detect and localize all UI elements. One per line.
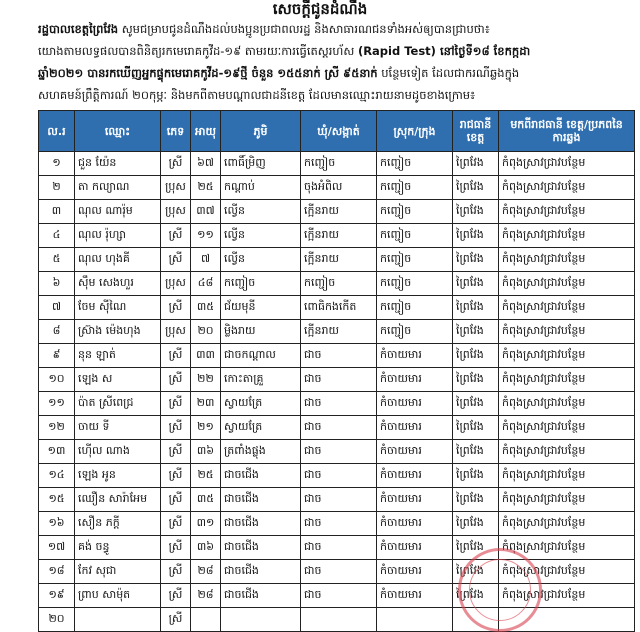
cases-table: [38, 110, 635, 632]
table-cell: ៣៥: [191, 488, 221, 512]
table-cell: ព្រៃវែង: [453, 296, 499, 320]
table-cell: នុន ឡាត់: [75, 344, 161, 368]
table-row: [39, 608, 635, 632]
table-cell: កំពុងស្រាវជ្រាវបន្ថែម: [499, 224, 635, 248]
table-cell: កញ្ជៀច: [377, 176, 453, 200]
table-cell: កំពុងស្រាវជ្រាវបន្ថែម: [499, 464, 635, 488]
table-cell: ២៥: [191, 464, 221, 488]
table-row: [39, 584, 635, 608]
table-cell: ជាច: [301, 512, 377, 536]
intro-line3b: បន្ថែមទៀត ដែលជាករណីឆ្លងក្នុង: [377, 66, 520, 80]
table-cell: ព្រៃវែង: [453, 224, 499, 248]
table-cell: ព្រៃវែង: [453, 176, 499, 200]
table-cell: ស្រី: [161, 536, 191, 560]
table-cell: ជាច: [301, 464, 377, 488]
column-header: ឈ្មោះ: [75, 111, 161, 152]
table-cell: កំពុងស្រាវជ្រាវបន្ថែម: [499, 488, 635, 512]
table-cell: ព្រៃវែង: [453, 416, 499, 440]
table-cell: កំចាយមារ: [377, 584, 453, 608]
table-cell: កញ្ជៀច: [377, 272, 453, 296]
table-cell: ស្វាយត្រែ: [221, 392, 301, 416]
table-cell: កញ្ជៀច: [377, 200, 453, 224]
table-cell: ២៣: [191, 392, 221, 416]
table-cell: ព្រៃវែង: [453, 536, 499, 560]
table-row: [39, 368, 635, 392]
table-cell: ៣៧: [191, 200, 221, 224]
table-row: [39, 296, 635, 320]
table-cell: កំចាយមារ: [377, 440, 453, 464]
table-cell: កំពុងស្រាវជ្រាវបន្ថែម: [499, 152, 635, 176]
table-cell: ១៤: [39, 464, 75, 488]
table-cell: ១១: [39, 392, 75, 416]
table-cell: [75, 608, 161, 632]
table-cell: កញ្ជៀច: [377, 320, 453, 344]
table-row: [39, 464, 635, 488]
table-row: [39, 152, 635, 176]
table-cell: ឈឿន សារ៉ាអែម: [75, 488, 161, 512]
table-cell: កំពុងស្រាវជ្រាវបន្ថែម: [499, 296, 635, 320]
table-row: [39, 560, 635, 584]
table-cell: ២០: [191, 320, 221, 344]
table-cell: ជាច: [301, 440, 377, 464]
table-cell: ជាច: [301, 536, 377, 560]
table-cell: ១១: [191, 224, 221, 248]
table-cell: សឿន ភក្តី: [75, 512, 161, 536]
table-cell: ជាច: [301, 416, 377, 440]
table-cell: ជាចកណ្ដាល: [221, 344, 301, 368]
table-cell: ស្រី: [161, 152, 191, 176]
table-cell: កែវ សុជា: [75, 560, 161, 584]
table-cell: ស្រី: [161, 584, 191, 608]
table-cell: ជាចជើង: [221, 584, 301, 608]
table-cell: ព្រៃវែង: [453, 584, 499, 608]
column-header: ភូមិ: [221, 111, 301, 152]
table-cell: ក្អើនរាយ: [301, 200, 377, 224]
table-cell: ១៣: [39, 440, 75, 464]
table-cell: ៣៦: [191, 440, 221, 464]
table-cell: កញ្ជៀច: [301, 152, 377, 176]
table-cell: ព្រៃវែង: [453, 272, 499, 296]
table-cell: ៧: [191, 248, 221, 272]
table-cell: ជាច: [301, 560, 377, 584]
table-cell: កំចាយមារ: [377, 344, 453, 368]
table-cell: ៣៦: [191, 536, 221, 560]
table-cell: កំពុងស្រាវជ្រាវបន្ថែម: [499, 560, 635, 584]
table-cell: ក្អើនរាយ: [301, 224, 377, 248]
table-cell: ណុល រ៉ុហ្សា: [75, 224, 161, 248]
table-cell: ត្រពាំងផ្លុង: [221, 440, 301, 464]
table-cell: ណុល ណារ៉ុម: [75, 200, 161, 224]
table-cell: កញ្ជៀច: [301, 272, 377, 296]
intro-line1: សូមជម្រាបជូនដំណឹងដល់បងប្អូនប្រជាពលរដ្ឋ និងសាធារណជនទាំងអស់ឲ្យបានជ្រាបថា៖: [118, 22, 490, 36]
table-cell: [301, 608, 377, 632]
table-row: [39, 416, 635, 440]
intro-case-count: ចំនួន ១៥៥នាក់ ស្រី ៩៥នាក់: [251, 66, 378, 80]
table-cell: ល្វើន: [221, 200, 301, 224]
table-row: [39, 392, 635, 416]
table-cell: ស្វាយត្រែ: [221, 416, 301, 440]
table-cell: កំពុងស្រាវជ្រាវបន្ថែម: [499, 440, 635, 464]
table-cell: កំពុងស្រាវជ្រាវបន្ថែម: [499, 368, 635, 392]
table-cell: កំពុងស្រាវជ្រាវបន្ថែម: [499, 392, 635, 416]
table-cell: ព្រៃវែង: [453, 512, 499, 536]
table-cell: ជាច: [301, 584, 377, 608]
table-cell: ៣៣: [191, 344, 221, 368]
table-cell: ៣: [39, 200, 75, 224]
table-cell: ព្រៃវែង: [453, 344, 499, 368]
table-row: [39, 344, 635, 368]
table-cell: ព្រៃវែង: [453, 248, 499, 272]
intro-line4: សហគមន៍ព្រឹត្តិការណ៍ ២០កុម្ភៈ និងមកពីតាមបណ្ដាលជាដនីខេត្ត ដែលមានឈ្មោះរាយនាមដូចខាងក្រោម៖: [38, 88, 476, 102]
table-cell: ព្រៃវែង: [453, 152, 499, 176]
table-cell: ប្រុស: [161, 176, 191, 200]
table-body: [39, 152, 635, 632]
table-cell: កញ្ជៀច: [377, 152, 453, 176]
table-cell: ១០: [39, 368, 75, 392]
table-cell: ប្រុស: [161, 320, 191, 344]
intro-rapid-test: (Rapid Test): [357, 44, 436, 58]
table-cell: កំចាយមារ: [377, 536, 453, 560]
table-cell: កំចាយមារ: [377, 560, 453, 584]
table-cell: កំពុងស្រាវជ្រាវបន្ថែម: [499, 584, 635, 608]
table-cell: ព្រៃវែង: [453, 320, 499, 344]
table-cell: ព្រៃវែង: [453, 488, 499, 512]
table-cell: ៤៨: [191, 272, 221, 296]
table-cell: [377, 608, 453, 632]
table-cell: ១៦: [39, 512, 75, 536]
table-cell: កញ្ជៀច: [221, 272, 301, 296]
column-header: ឃុំ/សង្កាត់: [301, 111, 377, 152]
table-cell: ក្អើនរាយ: [301, 248, 377, 272]
table-cell: ស្រី: [161, 248, 191, 272]
intro-line2b: នៅថ្ងៃទី១៨ ខែកក្កដា: [435, 44, 531, 58]
intro-prefix: រដ្ឋបាលខេត្តព្រៃវែង: [38, 22, 119, 36]
table-cell: កំពុងស្រាវជ្រាវបន្ថែម: [499, 536, 635, 560]
table-cell: ល្វើន: [221, 248, 301, 272]
table-cell: ២: [39, 176, 75, 200]
table-cell: ជាចជើង: [221, 464, 301, 488]
table-cell: ព្រៃវែង: [453, 200, 499, 224]
table-cell: ព្រៃវែង: [453, 368, 499, 392]
table-cell: តា កល្យាណ: [75, 176, 161, 200]
table-cell: ឡេង ស: [75, 368, 161, 392]
table-cell: ស្រី: [161, 512, 191, 536]
table-cell: ស្រី: [161, 368, 191, 392]
table-cell: ជាច: [301, 488, 377, 512]
table-row: [39, 488, 635, 512]
table-cell: ៧: [39, 296, 75, 320]
table-cell: ស្រី: [161, 440, 191, 464]
table-cell: ជាចជើង: [221, 560, 301, 584]
table-cell: ព្រាប សាម៉ុត: [75, 584, 161, 608]
table-cell: កំពុងស្រាវជ្រាវបន្ថែម: [499, 200, 635, 224]
column-header: ល.រ: [39, 111, 75, 152]
table-cell: ល្វើន: [221, 224, 301, 248]
table-row: [39, 200, 635, 224]
table-cell: ២០: [39, 608, 75, 632]
table-cell: កំចាយមារ: [377, 464, 453, 488]
table-cell: ប៉ាត ស្រីពេជ្រ: [75, 392, 161, 416]
intro-line2a: យោងតាមលទ្ធផលបានពិនិត្យរកមេរោគកូវីដ-១៩ តាមរយៈការធ្វើតេស្តរហ័ស: [38, 44, 358, 58]
table-cell: ស្រ៊ាង ម៉េងហុង: [75, 320, 161, 344]
table-cell: គង់ ចន្ធូ: [75, 536, 161, 560]
table-cell: ហ៊ើល ណាង: [75, 440, 161, 464]
table-row: [39, 512, 635, 536]
table-cell: ៩: [39, 344, 75, 368]
table-cell: ២៨: [191, 560, 221, 584]
table-cell: កំចាយមារ: [377, 488, 453, 512]
table-row: [39, 176, 635, 200]
table-cell: ចែម ស៊ីណៃ: [75, 296, 161, 320]
table-cell: ពោធិកងកើត: [301, 296, 377, 320]
table-cell: [221, 608, 301, 632]
table-cell: ១៨: [39, 560, 75, 584]
table-cell: កំចាយមារ: [377, 392, 453, 416]
table-cell: កណ្ដាប់: [221, 176, 301, 200]
table-cell: ស្រី: [161, 608, 191, 632]
table-cell: ១២: [39, 416, 75, 440]
column-header: រាជធានី ខេត្ត: [453, 111, 499, 152]
table-cell: ស៊ឹម សេងហួរ: [75, 272, 161, 296]
column-header: ស្រុក/ក្រុង: [377, 111, 453, 152]
table-cell: ស្រី: [161, 392, 191, 416]
header-row: [39, 111, 635, 152]
table-cell: ជាច: [301, 344, 377, 368]
column-header: ភេទ: [161, 111, 191, 152]
table-cell: ម្លិងរាយ: [221, 320, 301, 344]
table-cell: ១៩: [39, 584, 75, 608]
table-cell: កញ្ជៀច: [377, 224, 453, 248]
table-cell: ជួន យ៉ែន: [75, 152, 161, 176]
table-cell: ប្រុស: [161, 200, 191, 224]
table-cell: កោះតាគ្រួ: [221, 368, 301, 392]
table-cell: ស្រី: [161, 488, 191, 512]
table-cell: ជាច: [301, 368, 377, 392]
table-cell: ប្រុស: [161, 272, 191, 296]
table-row: [39, 320, 635, 344]
table-cell: ចាយ ទី: [75, 416, 161, 440]
table-cell: កំចាយមារ: [377, 368, 453, 392]
table-cell: ១: [39, 152, 75, 176]
table-cell: ព្រៃវែង: [453, 392, 499, 416]
table-cell: ជ័យមុនី: [221, 296, 301, 320]
table-cell: កំពុងស្រាវជ្រាវបន្ថែម: [499, 344, 635, 368]
table-header: [39, 111, 635, 152]
table-cell: ៨: [39, 320, 75, 344]
table-cell: កញ្ជៀច: [377, 248, 453, 272]
table-cell: ជាចជើង: [221, 536, 301, 560]
official-stamp: [458, 548, 542, 632]
column-header: មកពីរាជធានី ខេត្ត/ប្រភពនៃ ការឆ្លង: [499, 111, 635, 152]
column-header: អាយុ: [191, 111, 221, 152]
table-cell: ព្រៃវែង: [453, 464, 499, 488]
table-cell: ស្រី: [161, 344, 191, 368]
table-row: [39, 248, 635, 272]
table-cell: ជាច: [301, 392, 377, 416]
table-cell: ណុល ហុងគី: [75, 248, 161, 272]
table-cell: ៦: [39, 272, 75, 296]
official-stamp-inner-ring: [469, 559, 531, 621]
table-cell: ៦៧: [191, 152, 221, 176]
table-cell: ១៧: [39, 536, 75, 560]
table-cell: ២២: [191, 368, 221, 392]
table-cell: កំពុងស្រាវជ្រាវបន្ថែម: [499, 416, 635, 440]
table-cell: ព្រៃវែង: [453, 560, 499, 584]
table-cell: ៣១: [191, 512, 221, 536]
table-row: [39, 272, 635, 296]
table-row: [39, 224, 635, 248]
document-title: សេចក្ដីជូនដំណឹង: [272, 0, 368, 18]
table-cell: [191, 608, 221, 632]
table-cell: ជាចជើង: [221, 512, 301, 536]
table-cell: ២៨: [191, 584, 221, 608]
table-cell: កំពុងស្រាវជ្រាវបន្ថែម: [499, 248, 635, 272]
table-cell: ចុងអំពិល: [301, 176, 377, 200]
table-cell: ស្រី: [161, 224, 191, 248]
table-cell: កញ្ជៀច: [377, 296, 453, 320]
table-cell: ៤: [39, 224, 75, 248]
table-cell: ស្រី: [161, 296, 191, 320]
table-cell: ២១: [191, 416, 221, 440]
table-cell: ៥: [39, 248, 75, 272]
table-cell: កំពុងស្រាវជ្រាវបន្ថែម: [499, 320, 635, 344]
table-cell: កំពុងស្រាវជ្រាវបន្ថែម: [499, 512, 635, 536]
table-cell: ២៥: [191, 176, 221, 200]
table-cell: ព្រៃវែង: [453, 440, 499, 464]
table-cell: ស្រី: [161, 560, 191, 584]
table-cell: ឡេង អូន: [75, 464, 161, 488]
table-cell: កំពុងស្រាវជ្រាវបន្ថែម: [499, 176, 635, 200]
table-cell: កំពុងស្រាវជ្រាវបន្ថែម: [499, 272, 635, 296]
table-row: [39, 440, 635, 464]
table-cell: កំចាយមារ: [377, 416, 453, 440]
table-cell: ស្រី: [161, 416, 191, 440]
table-cell: ក្អើនរាយ: [301, 320, 377, 344]
intro-line3a: ឆ្នាំ២០២១ បានរកឃើញអ្នកផ្ទុកមេរោគកូវីដ-១៩ថ្មី: [38, 66, 252, 80]
table-cell: ១៥: [39, 488, 75, 512]
table-cell: កំចាយមារ: [377, 512, 453, 536]
table-cell: ពោធិ៍ម្រិញ: [221, 152, 301, 176]
intro-paragraph: [38, 18, 634, 106]
table-row: [39, 536, 635, 560]
table-cell: ៣៥: [191, 296, 221, 320]
table-cell: ស្រី: [161, 464, 191, 488]
table-cell: ជាចជើង: [221, 488, 301, 512]
